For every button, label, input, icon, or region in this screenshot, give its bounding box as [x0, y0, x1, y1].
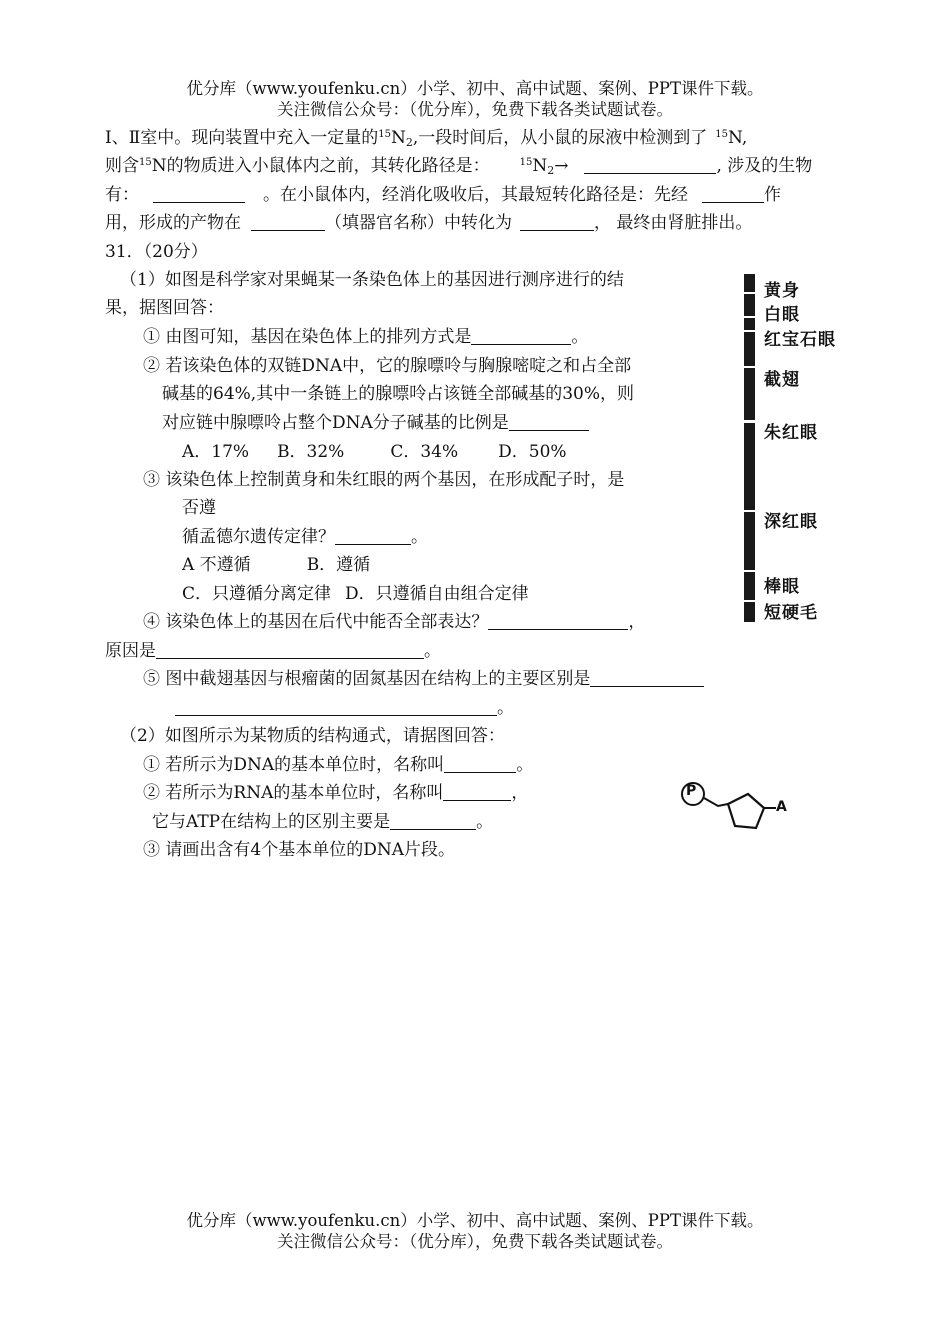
header-line-2: 关注微信公众号：（优分库），免费下载各类试题试卷。 [277, 100, 673, 119]
pentose-ring [728, 794, 764, 828]
gene-label-yellow-body: 黄身 [764, 281, 800, 301]
blank-process[interactable] [702, 184, 764, 203]
chromosome-figure [740, 270, 860, 626]
q31-s3-line-2: 否遵 [182, 498, 216, 518]
q31-number: 31．（20分） [105, 242, 208, 262]
blank-structure-difference[interactable] [590, 668, 704, 687]
gene-label-ruby-eye: 红宝石眼 [764, 330, 836, 350]
q30-line-1: Ⅰ、Ⅱ室中。现向装置中充入一定量的$^{15}N_2$,一段时间后，从小鼠的尿液中检测到了 $^{15}$N, [105, 128, 748, 149]
option-a[interactable]: A 不遵循 [182, 555, 251, 575]
q31-s2-line-1: ② 若该染色体的双链DNA中，它的腺嘌呤与胸腺嘧啶之和占全部 [143, 356, 632, 376]
q31-t3: ③ 请画出含有4个基本单位的DNA片段。 [143, 840, 456, 860]
q31-s3-line-3: 循孟德尔遗传定律？ 。 [182, 527, 428, 547]
q31-part2-line-1: （2）如图所示为某物质的结构通式，请据图回答： [120, 726, 505, 746]
option-c[interactable]: C．只遵循分离定律 [182, 584, 332, 604]
option-a[interactable]: A．17% [182, 442, 250, 462]
base-label: A [776, 799, 787, 815]
blank-adenine-ratio[interactable] [509, 412, 589, 431]
q31-t2: ② 若所示为RNA的基本单位时，名称叫 ， [143, 783, 529, 803]
option-d[interactable]: D．只遵循自由组合定律 [345, 584, 529, 604]
option-c[interactable]: C．34% [390, 442, 459, 462]
phosphate-bond [704, 798, 728, 806]
nucleotide-figure [680, 780, 790, 840]
gene-label-short-bristle: 短硬毛 [764, 603, 818, 623]
q31-s4-line-2: 原因是 。 [105, 641, 441, 661]
option-d[interactable]: D．50% [498, 442, 567, 462]
blank-mendel[interactable] [335, 526, 411, 545]
q31-s5-line-2: 。 [175, 694, 514, 722]
blank-reason[interactable] [156, 640, 424, 659]
q31-s3-options-1 [182, 551, 370, 579]
q30-line-2: 则含$^{15}$N的物质进入小鼠体内之前，其转化路径是： $^{15}N_2\to$ , 涉及的生物 [105, 156, 813, 177]
q31-t1: ① 若所示为DNA的基本单位时，名称叫 。 [143, 755, 534, 775]
footer-line-2: 关注微信公众号：（优分库），免费下载各类试题试卷。 [277, 1232, 673, 1251]
option-b[interactable]: B．32% [277, 442, 345, 462]
blank-organism[interactable] [153, 184, 245, 203]
footer-line-1: 优分库（www.youfenku.cn）小学、初中、高中试题、案例、PPT课件下载。 [186, 1211, 764, 1230]
blank-structure-difference-cont[interactable] [175, 697, 497, 716]
q30-line-4: 用，形成的产物在 （填器官名称）中转化为 ， 最终由肾脏排出。 [105, 213, 753, 233]
q31-s4-line-1: ④ 该染色体上的基因在后代中能否全部表达？ ， [143, 612, 646, 632]
blank-product[interactable] [520, 212, 594, 231]
gene-label-deep-red-eye: 深红眼 [764, 512, 818, 532]
blank-rna-unit-name[interactable] [443, 782, 511, 801]
header-line-1: 优分库（www.youfenku.cn）小学、初中、高中试题、案例、PPT课件下载。 [186, 79, 764, 98]
blank-expression[interactable] [488, 611, 628, 630]
blank-conversion-path[interactable] [584, 155, 716, 174]
q31-s2-line-3: 对应链中腺嘌呤占整个DNA分子碱基的比例是 [162, 409, 589, 437]
phosphate-label: P [686, 783, 697, 799]
q31-t2b: 它与ATP在结构上的区别主要是 。 [152, 812, 494, 832]
gene-label-bar-eye: 棒眼 [764, 577, 800, 597]
q31-part1-line-2: 果，据图回答： [105, 298, 224, 318]
gene-label-cut-wing: 截翅 [764, 370, 800, 390]
q31-s3-line-1: ③ 该染色体上控制黄身和朱红眼的两个基因，在形成配子时，是 [143, 470, 625, 490]
q31-s1: ① 由图可知，基因在染色体上的排列方式是 。 [143, 327, 589, 347]
blank-atp-difference[interactable] [390, 811, 476, 830]
q31-s5-line-1: ⑤ 图中截翅基因与根瘤菌的固氮基因在结构上的主要区别是 [143, 665, 704, 693]
chromosome-bar [740, 270, 760, 626]
blank-dna-unit-name[interactable] [444, 754, 516, 773]
gene-label-vermilion-eye: 朱红眼 [764, 423, 818, 443]
q31-s2-line-2: 碱基的64%,其中一条链上的腺嘌呤占该链全部碱基的30%，则 [162, 384, 634, 404]
q31-s2-options [182, 438, 567, 466]
q30-line-3: 有： 。在小鼠体内，经消化吸收后，其最短转化路径是：先经 作 [105, 185, 781, 205]
blank-organ[interactable] [251, 212, 325, 231]
gene-label-white-eye: 白眼 [764, 305, 800, 325]
blank-arrangement[interactable] [471, 326, 571, 345]
q31-s3-options-2 [182, 580, 529, 608]
option-b[interactable]: B．遵循 [306, 555, 371, 575]
q31-part1-line-1: （1）如图是科学家对果蝇某一条染色体上的基因进行测序进行的结 [120, 270, 624, 290]
